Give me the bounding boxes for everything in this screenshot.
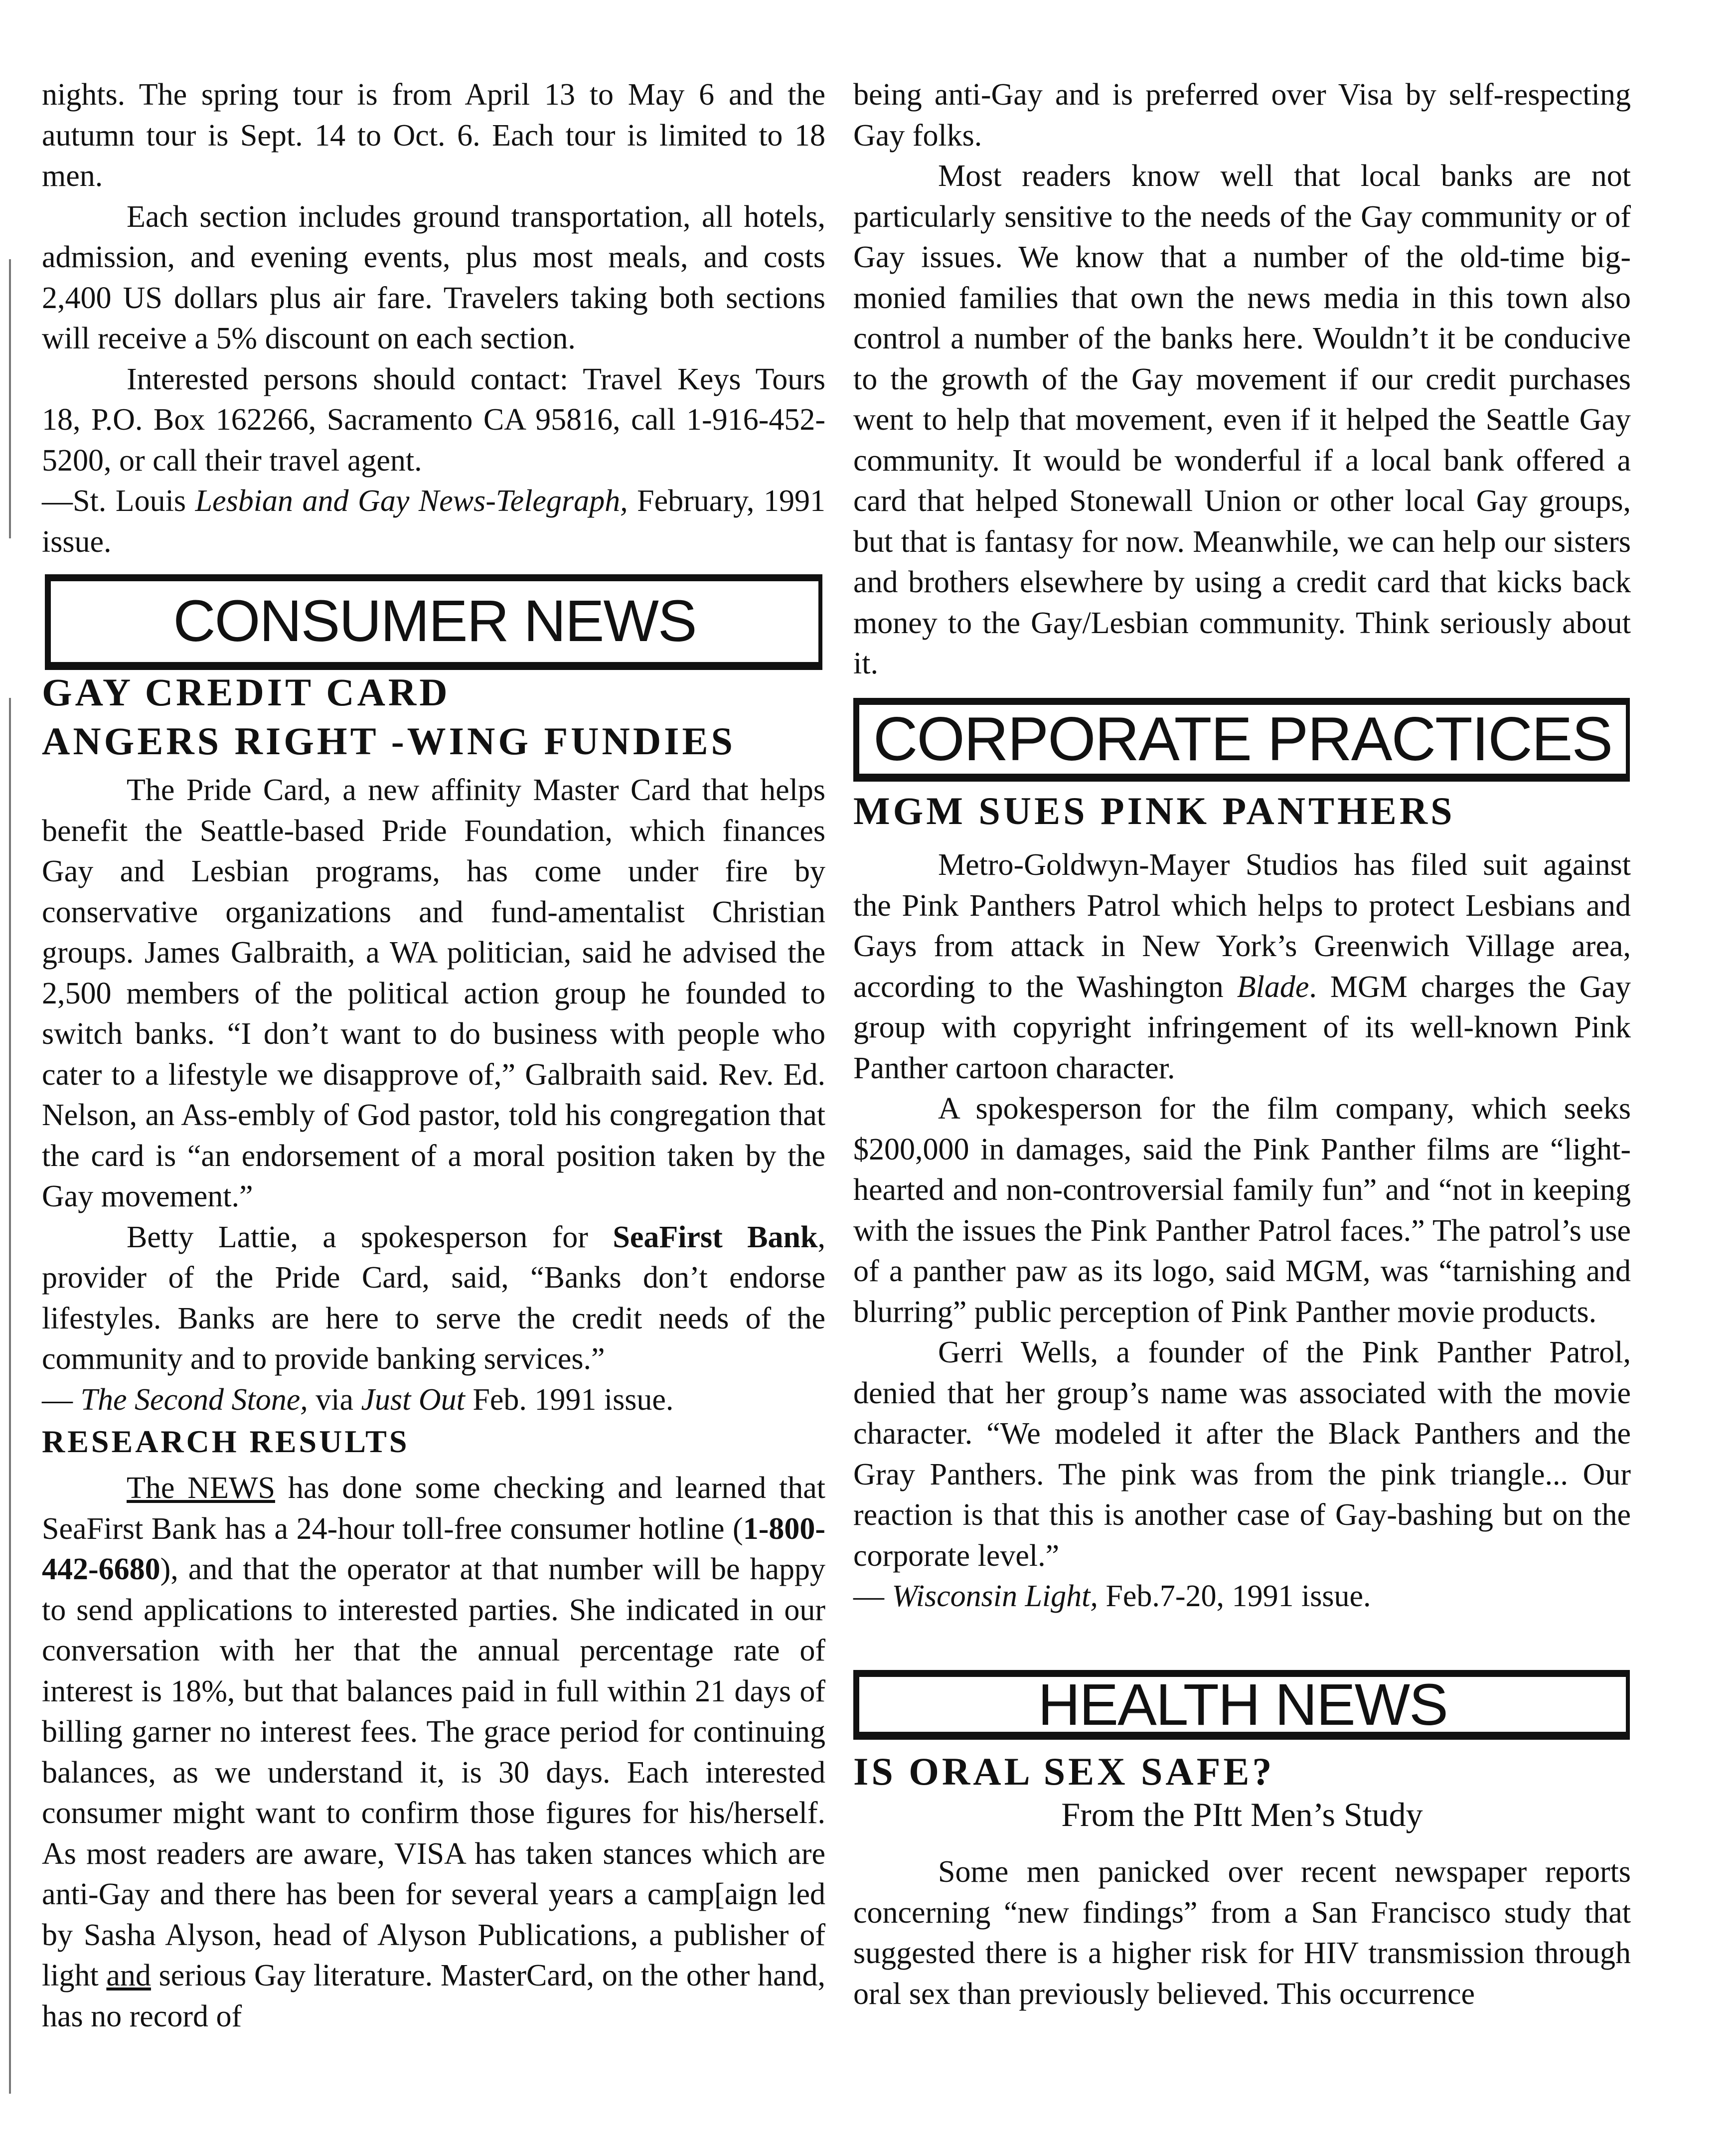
research-article [42, 1468, 825, 2037]
health-article [853, 1852, 1631, 2014]
tour-article-continued [42, 75, 825, 562]
paragraph: A spokesperson for the film company, which seeks $200,000 in damages, said the Pink Panther films are “light-hearted and non-controversial family fun” and “not in keeping with the issues the Pink Panther Patrol faces.” The patrol’s use of a panther paw as its logo, said MGM, was “tarnishing and blurring” public perception of Pink Panther movie products. [853, 1092, 1631, 1329]
paragraph: Gerri Wells, a founder of the Pink Panther Patrol, denied that her group’s name was associated with the movie character. “We modeled it after the Black Panthers and the Gray Panthers. The pink was from the pink triangle... Our reaction is that this is another case of Gay-bashing but on the corporate level.” [853, 1335, 1631, 1573]
paragraph: The NEWS has done some checking and learned that SeaFirst Bank has a 24-hour toll-free consumer hotline (1-800-442-6680), and that the operator at that number will be happy to send applications to interested parties. She indicated in our conversation with her that the annual percentage rate of interest is 18%, but that balances paid in full within 21 days of billing garner no interest fees. The grace period for continuing balances, as we understand it, is 30 days. Each interested consumer might want to confirm those figures for his/herself. As most readers are aware, VISA has taken stances which are anti-Gay and there has been for several years a camp[aign led by Sasha Alyson, head of Alyson Publications, a publisher of light and serious Gay literature. MasterCard, on the other hand, has no record of [42, 1471, 826, 2033]
paragraph: Most readers know well that local banks are not particularly sensitive to the needs of the Gay community or of Gay issues. We know that a number of the old-time big-monied families that own the news media in this town also control a number of the banks here. Wouldn’t it be conducive to the growth of the Gay movement if our credit purchases went to help that movement, even if it helped the Seattle Gay community. It would be wonderful if a local bank offered a card that helped Stonewall Union or other local Gay groups, but that is fantasy for now. Meanwhile, we can help our sisters and brothers elsewhere by using a credit card that kicks back money to the Gay/Lesbian community. Think seriously about it. [853, 159, 1631, 680]
source-credit: — Wisconsin Light, Feb.7-20, 1991 issue. [853, 1579, 1371, 1613]
headline-gay-credit-card [42, 668, 736, 766]
byline: From the PItt Men’s Study [1061, 1796, 1423, 1833]
paragraph: Interested persons should contact: Travel Keys Tours 18, P.O. Box 162266, Sacramento CA 95816, call 1-916-452-5200, or call their travel agent. [42, 362, 825, 478]
headline-line: ANGERS RIGHT -WING FUNDIES [42, 719, 736, 763]
section-banner-corporate-practices: CORPORATE PRACTICES [853, 698, 1630, 782]
mgm-article [853, 845, 1631, 1617]
source-credit: —St. Louis Lesbian and Gay News-Telegraph, February, 1991 issue. [42, 484, 825, 559]
paragraph: Each section includes ground transportation, all hotels, admission, and evening events, plus most meals, and costs 2,400 US dollars plus air fare. Travelers taking both sections will receive a 5% discount on each section. [42, 199, 825, 355]
headline-oral-sex: IS ORAL SEX SAFE? [853, 1750, 1275, 1793]
paragraph: Some men panicked over recent newspaper reports concerning “new findings” from a San Francisco study that suggested there is a higher risk for HIV transmission through oral sex than previously believed. This occurrence [853, 1855, 1631, 2011]
section-banner-consumer-news: CONSUMER NEWS [45, 574, 822, 670]
scan-margin-line [9, 698, 11, 2094]
headline-line: GAY CREDIT CARD [42, 670, 451, 714]
source-credit: — The Second Stone, via Just Out Feb. 1991 issue. [42, 1382, 674, 1417]
subhead-research-results: RESEARCH RESULTS [42, 1424, 410, 1459]
paragraph: Metro-Goldwyn-Mayer Studios has filed suit against the Pink Panthers Patrol which helps to protect Lesbians and Gays from attack in New York’s Greenwich Village area, according to the Washington Blade. MGM charges the Gay group with copyright infringement of its well-known Pink Panther cartoon character. [853, 848, 1631, 1085]
section-banner-health-news: HEALTH NEWS [853, 1670, 1630, 1740]
credit-card-article-continued [853, 75, 1631, 684]
paragraph: The Pride Card, a new affinity Master Card that helps benefit the Seattle-based Pride Foundation, which finances Gay and Lesbian programs, has come under fire by conservative organizations and fund-amentalist Christian groups. James Galbraith, a WA politician, said he advised the 2,500 members of the political action group he founded to switch banks. “I don’t want to do business with people who cater to a lifestyle we disapprove of,” Galbraith said. Rev. Ed. Nelson, an Ass-embly of God pastor, told his congregation that the card is “an endorsement of a moral position taken by the Gay movement.” [42, 773, 825, 1213]
paragraph: nights. The spring tour is from April 13 to May 6 and the autumn tour is Sept. 14 to Oct. 6. Each tour is limited to 18 men. [42, 78, 825, 193]
scan-margin-line [9, 259, 11, 538]
credit-card-article [42, 770, 825, 1420]
headline-mgm-sues: MGM SUES PINK PANTHERS [853, 789, 1455, 832]
paragraph: being anti-Gay and is preferred over Visa by self-respecting Gay folks. [853, 78, 1631, 153]
paragraph: Betty Lattie, a spokesperson for SeaFirst Bank, provider of the Pride Card, said, “Banks don’t endorse lifestyles. Banks are here to serve the credit needs of the community and to provide banking services.” [42, 1220, 825, 1376]
